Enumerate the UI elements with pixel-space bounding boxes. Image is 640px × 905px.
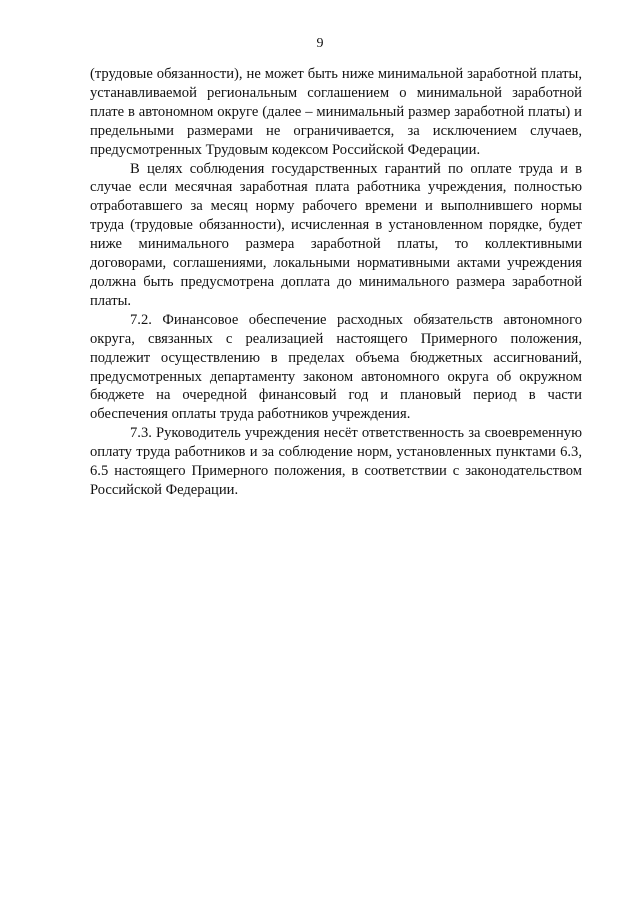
paragraph-continuation: (трудовые обязанности), не может быть ниже минимальной заработной платы, устанавливаемой региональным соглашением о минимальной заработной плате в автономном округе (далее – минимальный размер заработной платы) и предельными размерами не ограничивается, за исключением случаев, предусмотренных Трудовым кодексом Российской Федерации. — [90, 66, 582, 158]
page-number: 9 — [316, 36, 324, 51]
paragraph-minimum-wage-guarantee: В целях соблюдения государственных гарантий по оплате труда и в случае если месячная заработная плата работника учреждения, полностью отработавшего за месяц норму рабочего времени и выполнившего нормы труда (трудовые обязанности), исчисленная в установленном порядке, будет ниже минимального размера заработной платы, то коллективными договорами, соглашениями, локальными нормативными актами учреждения должна быть предусмотрена доплата до минимального размера заработной платы. — [90, 160, 582, 309]
document-body — [90, 65, 582, 500]
paragraph-7-2: 7.2. Финансовое обеспечение расходных обязательств автономного округа, связанных с реализацией настоящего Примерного положения, подлежит осуществлению в пределах объема бюджетных ассигнований, предусмотренных департаменту законом автономного округа об окружном бюджете на очередной финансовый год и плановый период в части обеспечения оплаты труда работников учреждения. — [90, 311, 582, 423]
paragraph-7-3: 7.3. Руководитель учреждения несёт ответственность за своевременную оплату труда работников и за соблюдение норм, установленных пунктами 6.3, 6.5 настоящего Примерного положения, в соответствии с законодательством Российской Федерации. — [90, 425, 582, 498]
